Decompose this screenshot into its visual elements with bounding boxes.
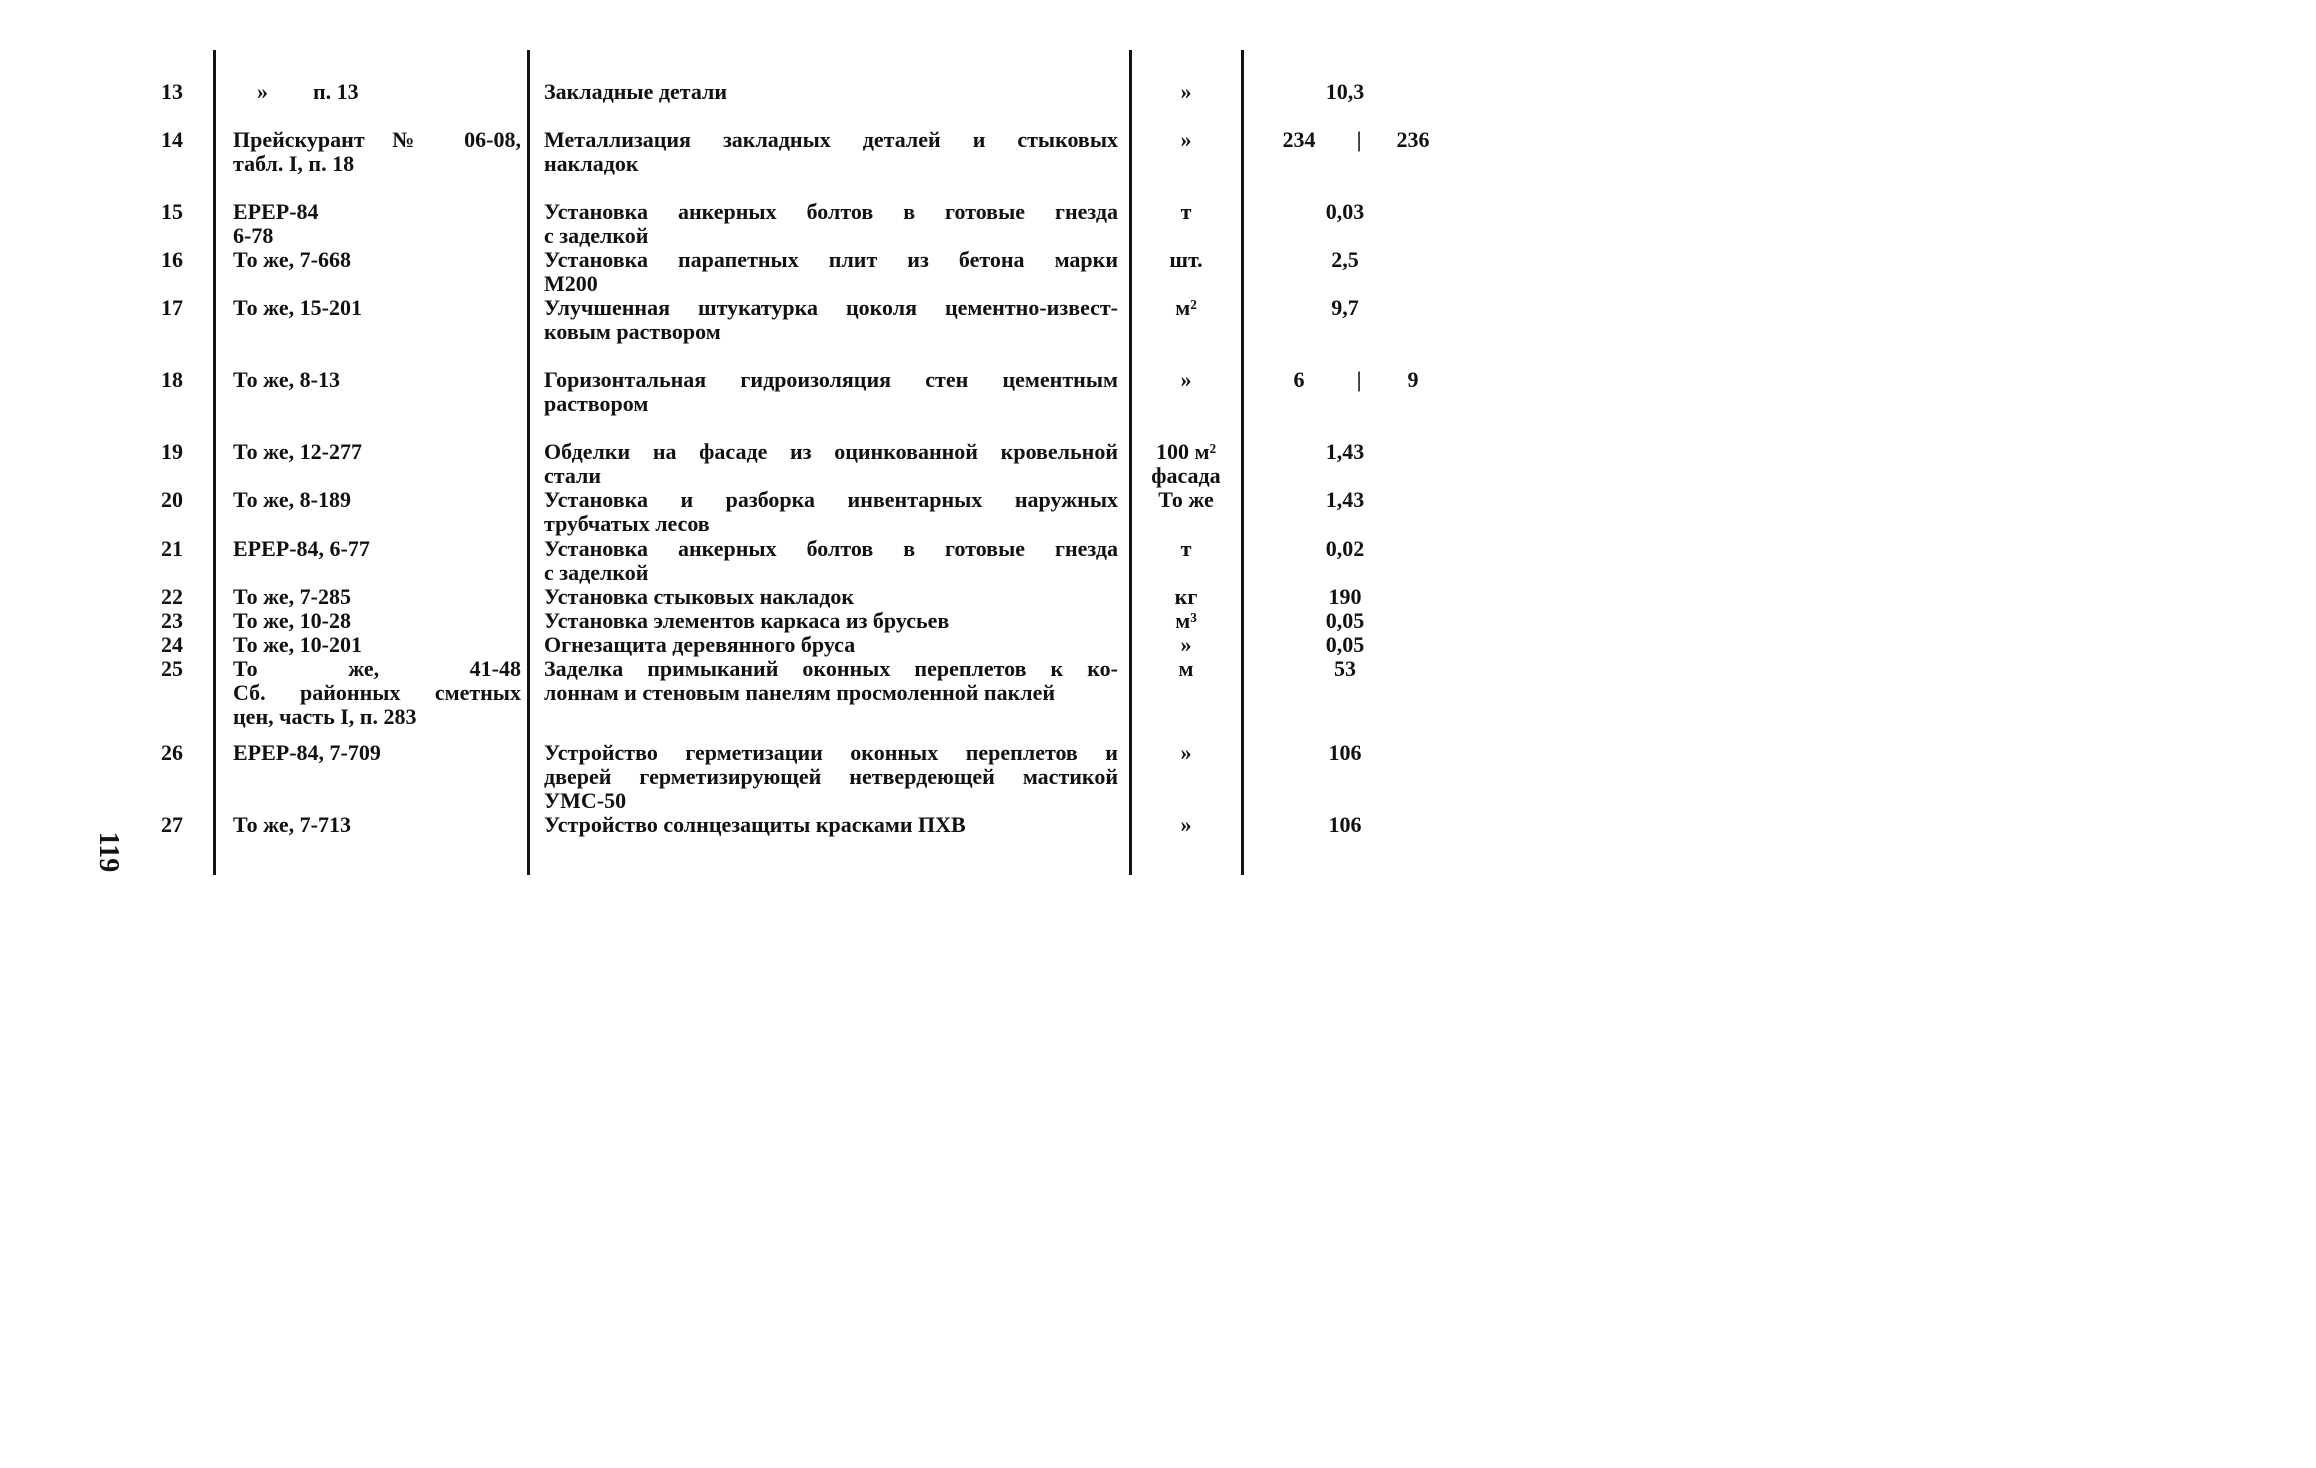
- work-description: [544, 488, 1118, 536]
- description-line: Устройство солнцезащиты красками ПХВ: [544, 812, 966, 837]
- description-line: раствором: [544, 391, 649, 416]
- quantity: 2,5: [1331, 247, 1359, 272]
- description-line: Огнезащита деревянного бруса: [544, 632, 856, 657]
- row-number: 23: [161, 608, 183, 633]
- work-description: [544, 80, 1118, 104]
- source-line: То же, 15-201: [233, 295, 362, 320]
- source-line: 6-78: [233, 223, 274, 248]
- source-reference: [233, 200, 521, 248]
- work-description: [544, 741, 1118, 813]
- source-line: цен, часть I, п. 283: [233, 704, 417, 729]
- source-reference: [233, 537, 521, 561]
- unit-of-measure: »: [1180, 79, 1192, 104]
- description-line: Заделка примыканий оконных переплетов к ко-: [544, 656, 1118, 681]
- row-number: 25: [161, 656, 183, 681]
- source-reference: [233, 609, 521, 633]
- row-number: 14: [161, 127, 183, 152]
- unit-of-measure: шт.: [1169, 247, 1203, 272]
- work-description: [544, 633, 1118, 657]
- source-reference: [233, 813, 521, 837]
- unit-line: фасада: [1151, 463, 1221, 488]
- work-description: [544, 657, 1118, 705]
- quantity: 106: [1328, 740, 1362, 765]
- table-row: [0, 813, 1548, 885]
- document-page: [0, 0, 1548, 985]
- source-reference: [233, 296, 521, 320]
- description-line: Установка и разборка инвентарных наружных: [544, 487, 1118, 512]
- source-line: ЕРЕР-84, 7-709: [233, 740, 381, 765]
- description-line: лоннам и стеновым панелям просмоленной паклей: [544, 680, 1056, 705]
- source-reference: [233, 368, 521, 392]
- quantity-separator: |: [1356, 127, 1362, 152]
- quantity-a: 234: [1282, 127, 1316, 152]
- description-line: Устройство герметизации оконных переплетов и: [544, 740, 1118, 765]
- row-number: 27: [161, 812, 183, 837]
- source-line: ЕРЕР-84: [233, 199, 319, 224]
- table-row: [0, 296, 1548, 368]
- source-line: То же, 7-668: [233, 247, 351, 272]
- description-line: Закладные детали: [544, 79, 728, 104]
- quantity: 0,05: [1325, 632, 1365, 657]
- source-reference: [233, 488, 521, 512]
- table-row: [0, 368, 1548, 440]
- source-line: табл. I, п. 18: [233, 151, 355, 176]
- unit-of-measure: »: [1180, 740, 1192, 765]
- description-line: УМС-50: [544, 788, 627, 813]
- row-number: 16: [161, 247, 183, 272]
- unit-of-measure: То же: [1158, 487, 1214, 512]
- unit-of-measure: »: [1180, 812, 1192, 837]
- page-number: 119: [93, 831, 124, 873]
- source-line: То же, 7-285: [233, 584, 351, 609]
- description-line: дверей герметизирующей нетвердеющей мастикой: [544, 764, 1118, 789]
- quantity: 0,03: [1325, 199, 1365, 224]
- quantity: 1,43: [1325, 439, 1365, 464]
- description-line: Обделки на фасаде из оцинкованной кровельной: [544, 439, 1118, 464]
- source-line: То же, 8-13: [233, 367, 340, 392]
- table-row: [0, 657, 1548, 729]
- description-line: Установка элементов каркаса из брусьев: [544, 608, 950, 633]
- unit-of-measure: »: [1180, 127, 1192, 152]
- source-line: ЕРЕР-84, 6-77: [233, 536, 370, 561]
- unit-of-measure: м³: [1175, 608, 1197, 633]
- description-line: Установка анкерных болтов в готовые гнезда: [544, 199, 1118, 224]
- work-description: [544, 368, 1118, 416]
- description-line: Горизонтальная гидроизоляция стен цементным: [544, 367, 1118, 392]
- description-line: накладок: [544, 151, 639, 176]
- source-ref-text: п. 13: [313, 79, 359, 104]
- description-line: М200: [544, 271, 598, 296]
- unit-of-measure: [1136, 440, 1236, 488]
- table-row: [0, 128, 1548, 200]
- quantity-b: 9: [1407, 367, 1419, 392]
- quantity: 0,05: [1325, 608, 1365, 633]
- quantity: 106: [1328, 812, 1362, 837]
- unit-of-measure: т: [1180, 536, 1192, 561]
- work-description: [544, 609, 1118, 633]
- work-description: [544, 585, 1118, 609]
- description-line: трубчатых лесов: [544, 511, 710, 536]
- ditto-mark: »: [257, 79, 268, 104]
- source-reference: [233, 440, 521, 464]
- source-line: То же, 10-201: [233, 632, 362, 657]
- quantity: 1,43: [1325, 487, 1365, 512]
- description-line: Улучшенная штукатурка цоколя цементно-извест-: [544, 295, 1118, 320]
- row-number: 18: [161, 367, 183, 392]
- source-line: То же, 10-28: [233, 608, 351, 633]
- unit-of-measure: м²: [1175, 295, 1197, 320]
- unit-of-measure: кг: [1174, 584, 1198, 609]
- description-line: с заделкой: [544, 223, 649, 248]
- unit-of-measure: м: [1178, 656, 1194, 681]
- table-row: [0, 741, 1548, 813]
- source-reference: [233, 585, 521, 609]
- source-reference: [233, 128, 521, 176]
- unit-of-measure: т: [1180, 199, 1192, 224]
- quantity-a: 6: [1293, 367, 1305, 392]
- quantity: 0,02: [1325, 536, 1365, 561]
- row-number: 20: [161, 487, 183, 512]
- quantity-b: 236: [1396, 127, 1430, 152]
- description-line: Металлизация закладных деталей и стыковых: [544, 127, 1118, 152]
- quantity-separator: |: [1356, 367, 1362, 392]
- source-reference: [233, 741, 521, 765]
- row-number: 13: [161, 79, 183, 104]
- row-number: 15: [161, 199, 183, 224]
- quantity: 53: [1334, 656, 1356, 681]
- unit-line: 100 м²: [1155, 439, 1217, 464]
- source-reference: [233, 657, 521, 729]
- work-description: [544, 813, 1118, 837]
- unit-of-measure: »: [1180, 632, 1192, 657]
- work-description: [544, 200, 1118, 248]
- quantity: 10,3: [1325, 79, 1365, 104]
- row-number: 21: [161, 536, 183, 561]
- description-line: Установка анкерных болтов в готовые гнезда: [544, 536, 1118, 561]
- description-line: ковым раствором: [544, 319, 721, 344]
- source-reference: [233, 248, 521, 272]
- row-number: 26: [161, 740, 183, 765]
- description-line: Установка парапетных плит из бетона марки: [544, 247, 1118, 272]
- source-line: То же, 41-48: [233, 656, 521, 681]
- work-description: [544, 440, 1118, 488]
- row-number: 22: [161, 584, 183, 609]
- source-line: Сб. районных сметных: [233, 680, 521, 705]
- work-description: [544, 128, 1118, 176]
- row-number: 24: [161, 632, 183, 657]
- source-line: То же, 12-277: [233, 439, 362, 464]
- row-number: 17: [161, 295, 183, 320]
- work-description: [544, 296, 1118, 344]
- work-description: [544, 248, 1118, 296]
- work-description: [544, 537, 1118, 585]
- description-line: стали: [544, 463, 602, 488]
- source-line: То же, 8-189: [233, 487, 351, 512]
- source-line: То же, 7-713: [233, 812, 351, 837]
- quantity: 9,7: [1331, 295, 1359, 320]
- quantity: 190: [1328, 584, 1362, 609]
- source-reference: [233, 633, 521, 657]
- description-line: с заделкой: [544, 560, 649, 585]
- description-line: Установка стыковых накладок: [544, 584, 855, 609]
- source-reference: [233, 80, 521, 104]
- row-number: 19: [161, 439, 183, 464]
- unit-of-measure: »: [1180, 367, 1192, 392]
- source-line: Прейскурант № 06-08,: [233, 127, 521, 152]
